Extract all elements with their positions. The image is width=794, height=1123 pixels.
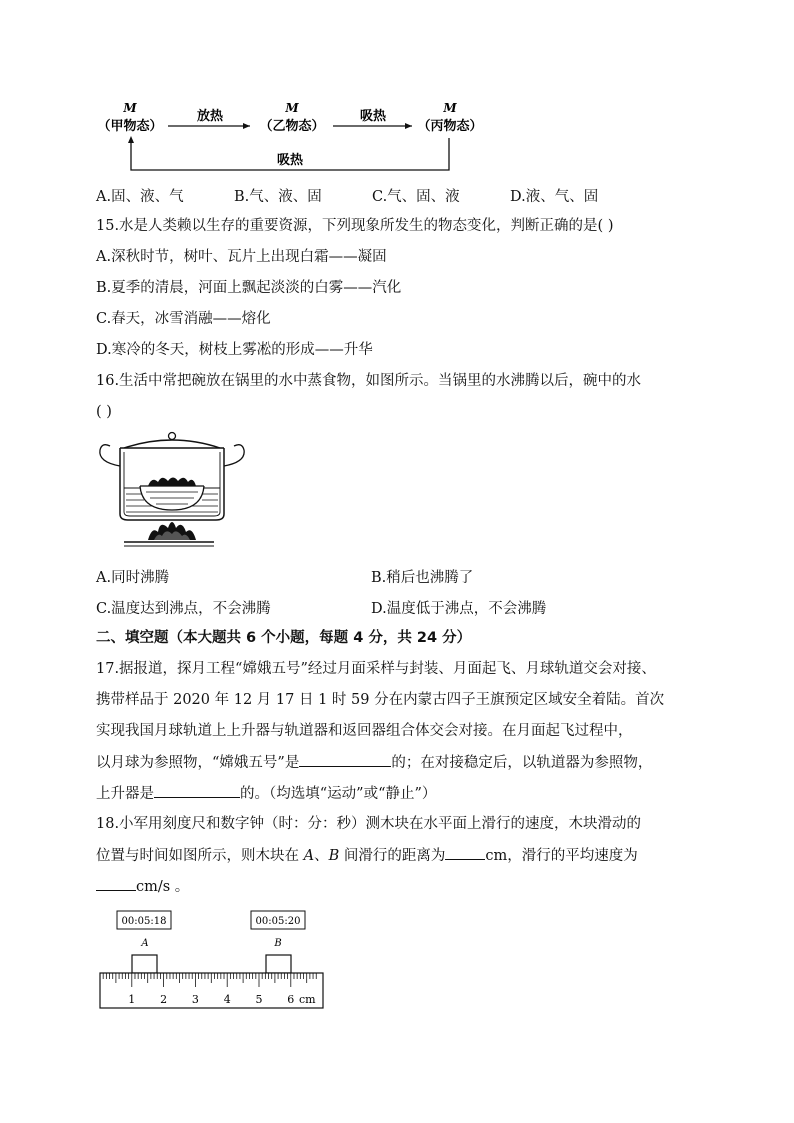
q18-line-2b: 、 — [314, 848, 329, 864]
block-b — [266, 955, 291, 973]
q17-line-5a: 上升器是 — [96, 786, 154, 802]
q18-line-2a: 位置与时间如图所示，则木块在 — [96, 848, 304, 864]
q15-option-c: C.春天，冰雪消融——熔化 — [96, 311, 271, 327]
state-yi: （乙物态） — [259, 119, 325, 134]
q16-stem: 16.生活中常把碗放在锅里的水中蒸食物，如图所示。当锅里的水沸腾以后，碗中的水 — [96, 373, 642, 389]
q16-option-a: A.同时沸腾 — [96, 570, 170, 586]
label-b: B — [274, 938, 282, 949]
q14-option-a: A.固、液、气 — [96, 189, 184, 205]
q15-option-d: D.寒冷的冬天，树枝上雾凇的形成——升华 — [96, 342, 373, 358]
m-label-2: M — [285, 101, 299, 115]
q16-options — [96, 566, 716, 618]
q18-line-3-text: cm/s 。 — [136, 879, 190, 895]
label-a: A — [141, 938, 149, 949]
ruler-unit: cm — [299, 993, 316, 1006]
ruler-tick-label: 2 — [160, 993, 168, 1006]
ruler-tick-label: 4 — [223, 993, 231, 1006]
q18-point-a: A — [303, 848, 315, 864]
state-change-diagram — [90, 98, 510, 176]
q17-blank-1[interactable] — [299, 752, 391, 767]
clock-a-text: 00:05:18 — [121, 916, 167, 927]
section-2-header — [96, 628, 471, 648]
section-2-title: 二、填空题 — [96, 630, 169, 646]
q18-blank-distance[interactable] — [445, 845, 485, 860]
arrow-back-label: 吸热 — [276, 153, 304, 168]
q17-line-4b: 的；在对接稳定后，以轨道器为参照物， — [391, 755, 653, 771]
state-jia: （甲物态） — [97, 119, 163, 134]
m-label-1: M — [123, 101, 137, 115]
q14-option-b: B.气、液、固 — [234, 189, 322, 205]
q15-option-a: A.深秋时节，树叶、瓦片上出现白霜——凝固 — [96, 249, 387, 265]
q18-line-2c: 间滑行的距离为 — [339, 848, 446, 864]
arrow1-label: 放热 — [196, 109, 224, 124]
ruler-tick-label: 6 — [287, 993, 295, 1006]
arrow2-label: 吸热 — [359, 109, 387, 124]
ruler-tick-label: 1 — [128, 993, 136, 1006]
q17-line-3: 实现我国月球轨道上上升器与轨道器和返回器组合体交会对接。在月面起飞过程中， — [96, 723, 633, 739]
q18-blank-speed[interactable] — [96, 876, 136, 891]
q15-stem: 15.水是人类赖以生存的重要资源，下列现象所发生的物态变化，判断正确的是( ) — [96, 218, 614, 234]
q17-line-1: 17.据报道，探月工程“嫦娥五号”经过月面采样与封装、月面起飞、月球轨道交会对接、 — [96, 661, 656, 677]
q17-line-5 — [96, 783, 436, 804]
ruler-figure — [96, 906, 336, 1012]
ruler-tick-label: 3 — [191, 993, 199, 1006]
q15-option-b: B.夏季的清晨，河面上飘起淡淡的白雾——汽化 — [96, 280, 402, 296]
q17-line-4a: 以月球为参照物，“嫦娥五号”是 — [96, 755, 300, 771]
section-2-note: （本大题共 6 个小题，每题 4 分，共 24 分） — [168, 630, 472, 646]
q16-paren: ( ) — [96, 404, 112, 420]
q17-blank-2[interactable] — [154, 783, 240, 798]
block-a — [132, 955, 157, 973]
q14-options — [96, 185, 716, 205]
q17-line-2: 携带样品于 2020 年 12 月 17 日 1 时 59 分在内蒙古四子王旗预定区域安全着陆。首次 — [96, 692, 665, 708]
q16-option-d: D.温度低于沸点，不会沸腾 — [371, 601, 547, 617]
q18-point-b: B — [328, 848, 340, 864]
clock-b-text: 00:05:20 — [255, 916, 301, 927]
q14-option-c: C.气、固、液 — [372, 189, 460, 205]
q18-line-2d: cm，滑行的平均速度为 — [485, 848, 638, 864]
q17-line-5b: 的。（均选填“运动”或“静止”） — [240, 786, 437, 802]
q14-option-d: D.液、气、固 — [510, 189, 599, 205]
q17-line-4 — [96, 752, 652, 773]
q16-option-c: C.温度达到沸点，不会沸腾 — [96, 601, 271, 617]
q18-line-1: 18.小军用刻度尺和数字钟（时：分：秒）测木块在水平面上滑行的速度，木块滑动的 — [96, 816, 642, 832]
q18-line-2 — [96, 845, 638, 866]
q16-option-b: B.稍后也沸腾了 — [371, 570, 474, 586]
ruler-tick-label: 5 — [255, 993, 263, 1006]
m-label-3: M — [443, 101, 457, 115]
state-bing: （丙物态） — [417, 119, 483, 134]
steamer-pot-figure — [96, 428, 246, 556]
q18-line-3 — [96, 876, 189, 897]
